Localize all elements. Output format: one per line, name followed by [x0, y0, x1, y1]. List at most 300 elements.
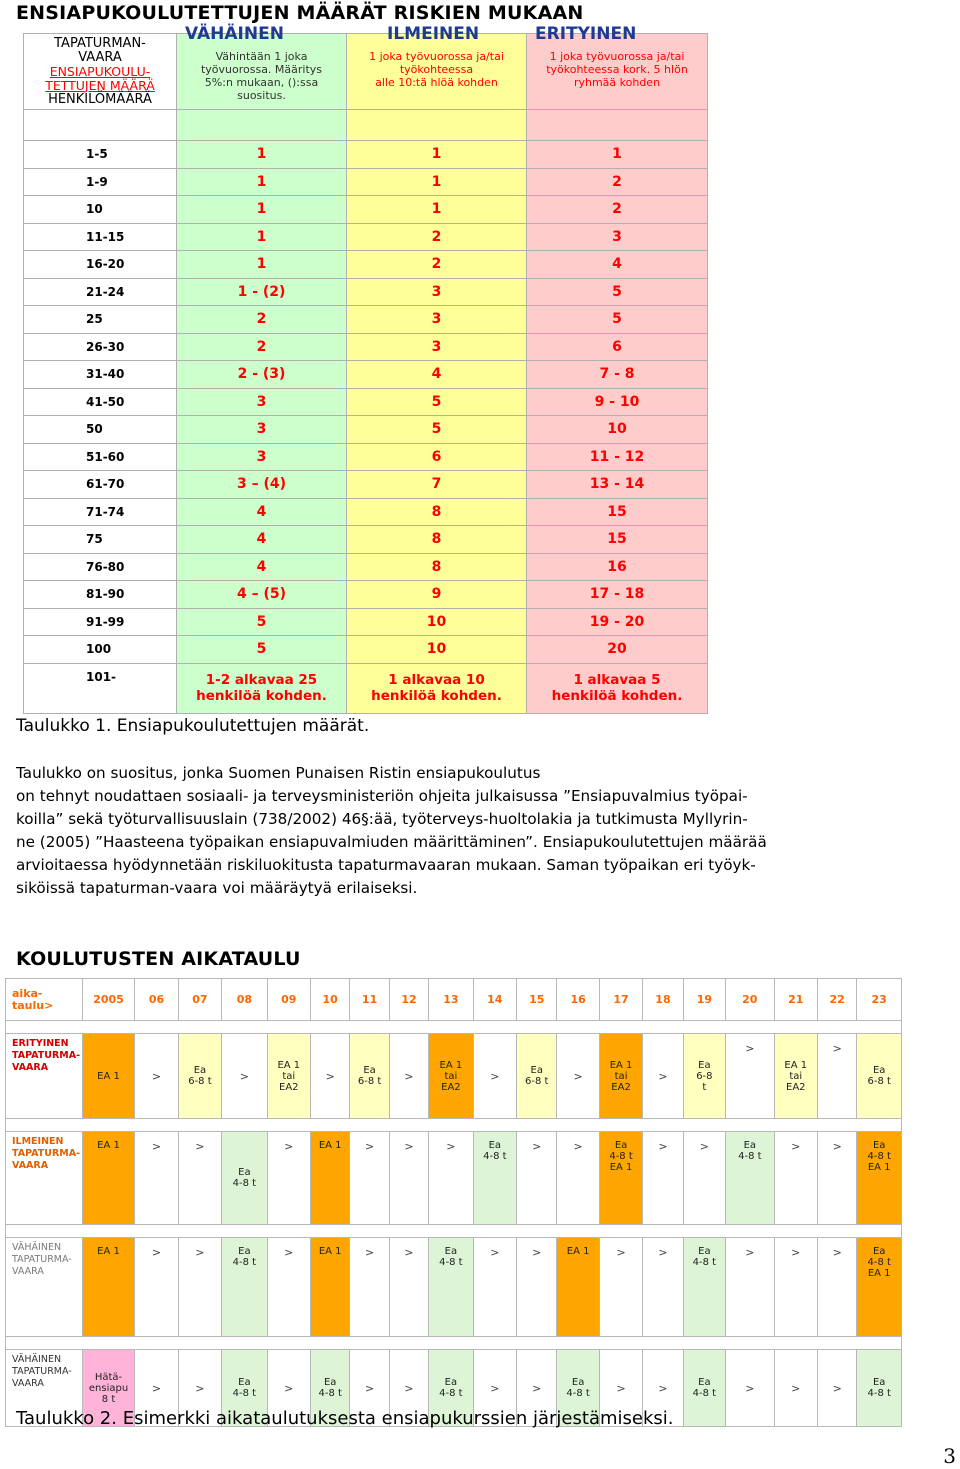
corner-line: ENSIAPUKOULU-: [49, 63, 151, 79]
cell-vahainen: 2 - (3): [177, 361, 347, 389]
paragraph-line: ne (2005) ”Haasteena työpaikan ensiapuvalmiuden määrittäminen”. Ensiapukoulutettujen määrää: [16, 833, 767, 851]
cell-vahainen: 1: [177, 223, 347, 251]
arrow-icon: >: [658, 1246, 668, 1259]
arrow-icon: >: [151, 1140, 162, 1153]
row-label: 10: [24, 196, 177, 224]
cell-line: henkilöä kohden.: [196, 688, 327, 704]
row-label-erityinen: [6, 1034, 83, 1119]
course-line: tai: [282, 1070, 296, 1082]
arrow-icon: >: [490, 1381, 500, 1395]
arrow-cell: [774, 1350, 817, 1427]
header-ilmeinen: [347, 24, 527, 110]
table-row: [24, 361, 708, 389]
cell-line: henkilöä kohden.: [371, 688, 502, 704]
cell-erityinen: 3: [527, 223, 708, 251]
sub-line: 1 joka työvuorossa ja/tai: [549, 50, 685, 63]
course-line: Ea: [872, 1065, 886, 1076]
course-line: EA 1: [867, 1162, 891, 1173]
cell-erityinen: 4: [527, 251, 708, 279]
corner-line: HENKILÖMÄÄRÄ: [48, 91, 152, 107]
arrow-icon: >: [745, 1246, 755, 1259]
table-row: [24, 251, 708, 279]
table-row: [24, 388, 708, 416]
arrow-icon: >: [532, 1140, 542, 1153]
course-line: Ea: [698, 1377, 711, 1388]
cell-line: 1-2 alkavaa 25: [205, 672, 318, 688]
year-header: 12: [389, 979, 428, 1021]
year-header: 15: [517, 979, 557, 1021]
arrow-cell: [389, 1034, 428, 1119]
table-row: [24, 168, 708, 196]
cell-vahainen: 4 – (5): [177, 581, 347, 609]
cell-vahainen: 3: [177, 443, 347, 471]
course-line: 4-8 t: [439, 1388, 463, 1399]
course-cell: [683, 1350, 725, 1427]
cell-ilmeinen: 1: [347, 168, 527, 196]
course-line: 4-8 t: [692, 1257, 717, 1268]
course-line: EA 1: [566, 1246, 590, 1257]
year-header: 18: [643, 979, 683, 1021]
row-label: 21-24: [24, 278, 177, 306]
label-line: VAARA: [12, 1160, 49, 1171]
course-line: EA 1: [318, 1246, 342, 1257]
years-row: [6, 979, 902, 1021]
course-line: Ea: [444, 1246, 458, 1257]
year-header: 20: [726, 979, 774, 1021]
cell-ilmeinen: 9: [347, 581, 527, 609]
cell-vahainen: 1: [177, 168, 347, 196]
cell-ilmeinen: 10: [347, 608, 527, 636]
course-line: EA 1: [784, 1059, 808, 1071]
course-line: Ea: [238, 1246, 251, 1257]
label-line: TAPATURMA-: [12, 1050, 81, 1061]
cell-vahainen: [177, 663, 347, 713]
table1-body: [24, 141, 708, 664]
arrow-icon: >: [745, 1042, 755, 1055]
arrow-cell: [350, 1132, 389, 1225]
cell-vahainen: 1: [177, 251, 347, 279]
row-label: 101-: [24, 663, 177, 713]
row-label: 25: [24, 306, 177, 334]
label-line: VAARA: [12, 1062, 49, 1073]
arrow-cell: [643, 1238, 683, 1337]
row-label: 91-99: [24, 608, 177, 636]
course-line: 4-8 t: [609, 1151, 633, 1162]
cell-ilmeinen: 1: [347, 141, 527, 169]
axis-line: aika-: [12, 986, 43, 1000]
course-line: 4-8 t: [867, 1151, 891, 1162]
cell-erityinen: 16: [527, 553, 708, 581]
arrow-icon: >: [832, 1246, 842, 1259]
cell-ilmeinen: 8: [347, 553, 527, 581]
course-cell: [473, 1132, 516, 1225]
course-line: EA2: [279, 1081, 299, 1093]
arrow-cell: [389, 1132, 428, 1225]
table-row: [24, 636, 708, 664]
row-label-ilmeinen: [6, 1132, 83, 1225]
arrow-cell: [726, 1350, 774, 1427]
spacer-row: [6, 1119, 902, 1132]
cell-vahainen: 3 – (4): [177, 471, 347, 499]
row-label: 100: [24, 636, 177, 664]
year-header: 16: [557, 979, 599, 1021]
year-header: 06: [135, 979, 178, 1021]
course-cell: [311, 1238, 350, 1337]
arrow-icon: >: [532, 1246, 542, 1259]
year-header: 11: [350, 979, 389, 1021]
course-cell: [222, 1132, 267, 1225]
course-line: EA2: [441, 1081, 461, 1093]
table2-caption: Taulukko 2. Esimerkki aikataulutuksesta ensiapukurssien järjestämiseksi.: [16, 1408, 674, 1429]
course-cell: [599, 1034, 642, 1119]
course-line: Ea: [698, 1059, 711, 1071]
arrow-cell: [389, 1238, 428, 1337]
arrow-cell: [429, 1132, 473, 1225]
corner-line: TAPATURMAN-: [54, 35, 146, 51]
arrow-icon: >: [832, 1140, 842, 1153]
arrow-icon: >: [364, 1381, 375, 1395]
arrow-cell: [817, 1034, 856, 1119]
table-row: [24, 553, 708, 581]
arrow-icon: >: [151, 1069, 162, 1083]
course-line: 4-8 t: [867, 1257, 891, 1268]
paragraph-line: koilla” sekä työturvallisuuslain (738/2002) 46§:ää, työterveys-huoltolakia ja tutkimusta Myllyrin-: [16, 810, 748, 828]
course-line: 4-8 t: [232, 1178, 257, 1189]
cell-vahainen: 2: [177, 306, 347, 334]
arrow-cell: [726, 1034, 774, 1119]
arrow-icon: >: [791, 1381, 801, 1395]
arrow-icon: >: [195, 1140, 205, 1153]
arrow-icon: >: [284, 1381, 294, 1395]
course-line: Ea: [614, 1140, 628, 1151]
course-cell: [857, 1132, 902, 1225]
cell-ilmeinen: 4: [347, 361, 527, 389]
cell-line: 1 alkavaa 10: [388, 672, 485, 688]
header-title: VÄHÄINEN: [185, 23, 284, 44]
course-line: 4-8 t: [439, 1257, 463, 1268]
header-title: ILMEINEN: [387, 24, 480, 44]
cell-erityinen: 6: [527, 333, 708, 361]
year-header: 19: [683, 979, 725, 1021]
arrow-icon: >: [573, 1069, 583, 1083]
arrow-icon: >: [151, 1381, 162, 1395]
arrow-icon: >: [195, 1246, 205, 1259]
year-header: 23: [857, 979, 902, 1021]
row-label: 75: [24, 526, 177, 554]
arrow-cell: [267, 1238, 310, 1337]
cell-ilmeinen: 7: [347, 471, 527, 499]
course-cell: [683, 1238, 725, 1337]
spacer-cell: [347, 110, 527, 141]
course-line: t: [702, 1081, 707, 1093]
cell-erityinen: 7 - 8: [527, 361, 708, 389]
course-line: Ea: [444, 1377, 458, 1388]
row-label: 31-40: [24, 361, 177, 389]
heading-risk-amounts: ENSIAPUKOULUTETTUJEN MÄÄRÄT RISKIEN MUKAAN: [16, 2, 584, 24]
row-label: 76-80: [24, 553, 177, 581]
cell-erityinen: 5: [527, 306, 708, 334]
arrow-cell: [683, 1132, 725, 1225]
cell-vahainen: 4: [177, 553, 347, 581]
table-corner-header: [24, 34, 177, 110]
arrow-icon: >: [284, 1140, 294, 1153]
cell-ilmeinen: 1: [347, 196, 527, 224]
year-header: 09: [267, 979, 310, 1021]
arrow-cell: [726, 1238, 774, 1337]
label-line: TAPATURMA-: [12, 1148, 81, 1159]
cell-ilmeinen: 10: [347, 636, 527, 664]
table-row: [24, 498, 708, 526]
course-line: 4-8 t: [692, 1388, 717, 1399]
course-line: EA2: [786, 1081, 806, 1093]
arrow-cell: [311, 1034, 350, 1119]
arrow-cell: [643, 1034, 683, 1119]
arrow-icon: >: [490, 1246, 500, 1259]
cell-ilmeinen: 5: [347, 388, 527, 416]
course-line: EA 1: [609, 1059, 633, 1071]
cell-vahainen: 3: [177, 416, 347, 444]
row-label: 61-70: [24, 471, 177, 499]
course-line: Hätä-: [94, 1371, 123, 1383]
cell-ilmeinen: 8: [347, 526, 527, 554]
arrow-icon: >: [658, 1381, 668, 1395]
cell-vahainen: 5: [177, 608, 347, 636]
year-header: 17: [599, 979, 642, 1021]
cell-line: henkilöä kohden.: [551, 688, 683, 704]
arrow-icon: >: [832, 1042, 842, 1055]
course-line: 4-8 t: [483, 1151, 507, 1162]
cell-ilmeinen: [347, 663, 527, 713]
arrow-icon: >: [658, 1069, 668, 1083]
course-line: Ea: [193, 1065, 207, 1076]
course-cell: [726, 1132, 774, 1225]
arrow-cell: [599, 1238, 642, 1337]
arrow-icon: >: [616, 1381, 626, 1395]
course-cell: [178, 1034, 221, 1119]
table-row: [24, 608, 708, 636]
cell-vahainen: 2: [177, 333, 347, 361]
label-line: ERITYINEN: [12, 1038, 69, 1049]
course-line: tai: [444, 1070, 458, 1082]
course-line: Ea: [571, 1377, 585, 1388]
arrow-icon: >: [573, 1140, 583, 1153]
course-line: Ea: [872, 1140, 886, 1151]
label-line: VAARA: [12, 1378, 44, 1389]
course-line: Ea: [488, 1140, 502, 1151]
course-line: tai: [789, 1070, 803, 1082]
course-cell: [857, 1238, 902, 1337]
table-row: [24, 581, 708, 609]
row-label: 71-74: [24, 498, 177, 526]
table-row: [24, 471, 708, 499]
arrow-cell: [135, 1034, 178, 1119]
course-cell: [311, 1132, 350, 1225]
spacer-cell: [24, 110, 177, 141]
header-subtext: [347, 50, 526, 89]
schedule-row-vahainen-1: [6, 1238, 902, 1337]
header-erityinen: [527, 24, 708, 110]
arrow-icon: >: [195, 1381, 205, 1395]
arrow-icon: >: [832, 1381, 842, 1395]
sub-line: suositus.: [237, 88, 286, 102]
cell-vahainen: 1: [177, 141, 347, 169]
arrow-cell: [135, 1238, 178, 1337]
arrow-cell: [817, 1238, 856, 1337]
table1-caption: Taulukko 1. Ensiapukoulutettujen määrät.: [16, 716, 370, 736]
course-line: Ea: [872, 1246, 886, 1257]
schedule-row-erityinen: [6, 1034, 902, 1119]
spacer-row: [6, 1021, 902, 1034]
arrow-icon: >: [490, 1069, 500, 1083]
arrow-icon: >: [404, 1069, 414, 1083]
arrow-icon: >: [239, 1069, 249, 1083]
table-row: [24, 416, 708, 444]
body-paragraph: [16, 762, 956, 900]
cell-ilmeinen: 2: [347, 251, 527, 279]
cell-vahainen: 1: [177, 196, 347, 224]
course-line: EA 1: [318, 1140, 342, 1151]
cell-erityinen: 9 - 10: [527, 388, 708, 416]
sub-line: alle 10:tä hlöä kohden: [375, 76, 498, 89]
cell-vahainen: 4: [177, 526, 347, 554]
course-line: 4-8 t: [867, 1388, 891, 1399]
arrow-cell: [557, 1034, 599, 1119]
course-line: Ea: [872, 1377, 886, 1388]
page-number: 3: [943, 1444, 956, 1468]
course-line: EA 1: [867, 1268, 891, 1279]
table-row: [24, 141, 708, 169]
label-line: VÄHÄINEN: [12, 1354, 62, 1365]
arrow-icon: >: [364, 1140, 375, 1153]
course-line: EA 1: [97, 1246, 120, 1257]
year-header: 22: [817, 979, 856, 1021]
arrow-cell: [643, 1132, 683, 1225]
table-row: [24, 278, 708, 306]
arrow-cell: [178, 1238, 221, 1337]
year-header: 2005: [82, 979, 135, 1021]
cell-ilmeinen: 3: [347, 306, 527, 334]
cell-erityinen: 15: [527, 526, 708, 554]
course-cell: [599, 1132, 642, 1225]
course-line: 4-8 t: [232, 1257, 257, 1268]
axis-line: taulu>: [12, 998, 54, 1012]
arrow-icon: >: [791, 1140, 801, 1153]
label-line: TAPATURMA-: [12, 1254, 72, 1265]
cell-ilmeinen: 5: [347, 416, 527, 444]
course-line: 4-8 t: [318, 1388, 342, 1399]
row-label-vahainen: [6, 1238, 83, 1337]
axis-label: [6, 979, 83, 1021]
header-subtext: [177, 50, 346, 102]
cell-erityinen: 2: [527, 196, 708, 224]
course-line: EA 1: [97, 1070, 120, 1082]
arrow-cell: [350, 1238, 389, 1337]
cell-erityinen: 11 - 12: [527, 443, 708, 471]
arrow-cell: [135, 1132, 178, 1225]
course-line: 6-8 t: [867, 1076, 891, 1087]
arrow-icon: >: [699, 1140, 709, 1153]
label-line: VAARA: [12, 1266, 44, 1277]
course-line: Ea: [363, 1065, 376, 1076]
cell-erityinen: 1: [527, 141, 708, 169]
cell-vahainen: 1 - (2): [177, 278, 347, 306]
sub-line: 1 joka työvuorossa ja/tai: [369, 50, 504, 63]
heading-schedule: KOULUTUSTEN AIKATAULU: [16, 948, 301, 970]
year-header: 08: [222, 979, 267, 1021]
sub-line: 5%:n mukaan, ():ssa: [204, 75, 319, 89]
course-line: 4-8 t: [738, 1151, 762, 1162]
cell-vahainen: 5: [177, 636, 347, 664]
year-header: 10: [311, 979, 350, 1021]
course-line: EA 1: [277, 1059, 301, 1071]
cell-erityinen: 15: [527, 498, 708, 526]
label-line: VÄHÄINEN: [12, 1242, 62, 1253]
course-line: 6-8 t: [357, 1076, 382, 1087]
row-label: 1-5: [24, 141, 177, 169]
label-line: TAPATURMA-: [12, 1366, 72, 1377]
course-line: 6-8 t: [188, 1076, 212, 1087]
course-line: EA 1: [439, 1059, 463, 1071]
sub-line: ryhmää kohden: [573, 76, 661, 89]
paragraph-line: Taulukko on suositus, jonka Suomen Punaisen Ristin ensiapukoulutus: [16, 764, 541, 782]
arrow-cell: [774, 1132, 817, 1225]
paragraph-line: siköissä tapaturman-vaara voi määräytyä erilaiseksi.: [16, 879, 418, 897]
course-line: Ea: [323, 1377, 337, 1388]
cell-erityinen: 20: [527, 636, 708, 664]
cell-ilmeinen: 3: [347, 278, 527, 306]
spacer-cell: [527, 110, 708, 141]
arrow-icon: >: [364, 1246, 375, 1259]
cell-ilmeinen: 2: [347, 223, 527, 251]
arrow-cell: [267, 1132, 310, 1225]
paragraph-line: on tehnyt noudattaen sosiaali- ja terveysministeriön ohjeita julkaisussa ”Ensiapuvalmius työpai-: [16, 787, 748, 805]
arrow-icon: >: [446, 1140, 456, 1153]
course-cell: [429, 1238, 473, 1337]
course-line: 4-8 t: [566, 1388, 590, 1399]
arrow-icon: >: [791, 1246, 801, 1259]
cell-erityinen: 2: [527, 168, 708, 196]
arrow-icon: >: [284, 1246, 294, 1259]
row-label: 41-50: [24, 388, 177, 416]
course-line: 6-8 t: [525, 1076, 549, 1087]
course-cell: [557, 1238, 599, 1337]
row-label: 51-60: [24, 443, 177, 471]
course-cell: [82, 1034, 135, 1119]
spacer-cell: [177, 110, 347, 141]
year-header: 14: [473, 979, 516, 1021]
course-cell: [857, 1034, 902, 1119]
year-header: 21: [774, 979, 817, 1021]
course-line: Ea: [238, 1377, 251, 1388]
course-line: EA 1: [609, 1162, 633, 1173]
cell-erityinen: 13 - 14: [527, 471, 708, 499]
training-schedule-table: [5, 978, 902, 1427]
cell-ilmeinen: 3: [347, 333, 527, 361]
arrow-cell: [178, 1132, 221, 1225]
course-line: Ea: [238, 1167, 251, 1178]
first-aid-amounts-table: [23, 23, 708, 714]
arrow-icon: >: [745, 1381, 755, 1395]
row-label: 50: [24, 416, 177, 444]
course-line: ensiapu: [88, 1382, 129, 1394]
sub-line: Vähintään 1 joka: [215, 49, 308, 63]
cell-ilmeinen: 8: [347, 498, 527, 526]
arrow-cell: [473, 1238, 516, 1337]
row-label: 16-20: [24, 251, 177, 279]
arrow-icon: >: [404, 1246, 414, 1259]
course-line: EA 1: [97, 1140, 120, 1151]
arrow-cell: [817, 1132, 856, 1225]
